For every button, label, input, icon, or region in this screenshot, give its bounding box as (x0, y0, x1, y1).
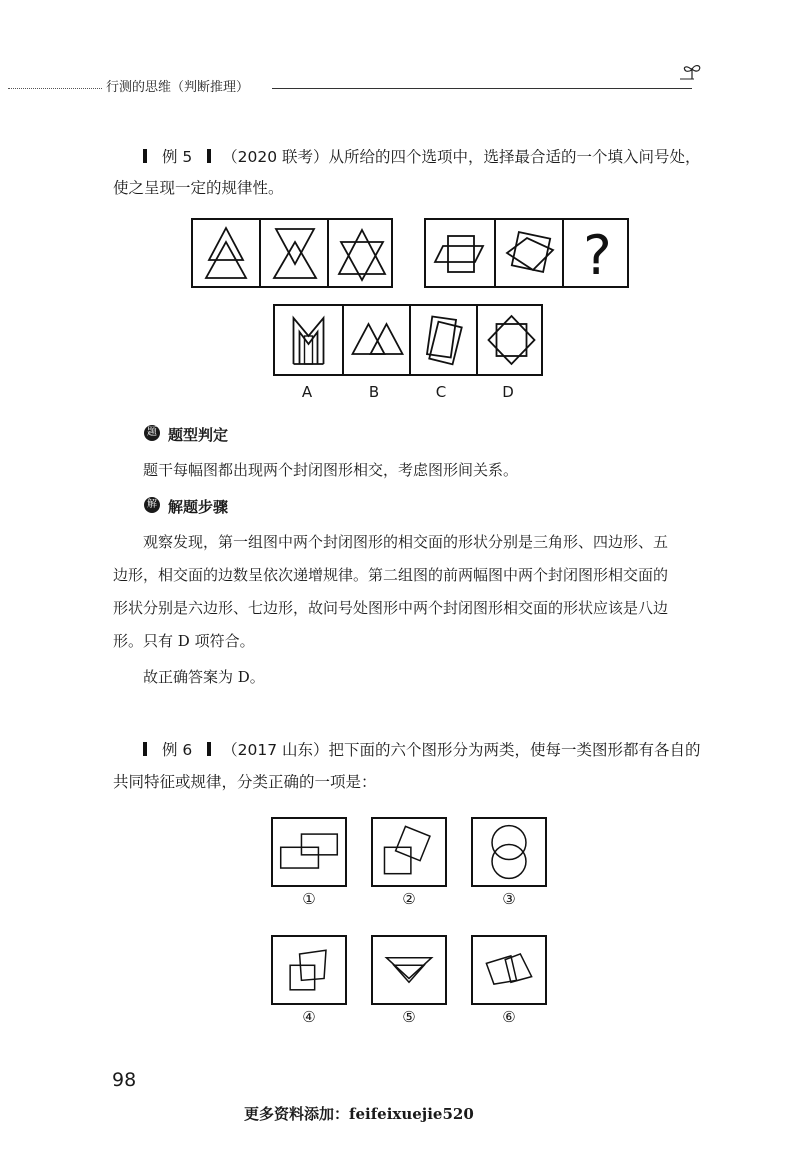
hourglass-figure (261, 220, 329, 286)
example5-heading (143, 147, 701, 167)
option-c-figure (409, 306, 478, 374)
example6-cont: 共同特征或规律，分类正确的一项是： (113, 773, 377, 791)
option-a-shape (275, 306, 342, 374)
figure-number-4: ④ (302, 1008, 316, 1026)
tilted-shapes-figure (473, 937, 545, 1003)
example5-source: （2020 联考）从所给的四个选项中，选择最合适的一个填入问号处， (222, 148, 701, 166)
two-squares-figure (373, 819, 445, 885)
heading-bar (207, 742, 211, 756)
example6-source: （2017 山东）把下面的六个图形分为两类，使每一类图形都有各自的 (222, 741, 701, 759)
puzzle-group-1 (191, 218, 393, 288)
answer-text: 故正确答案为 D。 (143, 668, 265, 686)
option-b-label: B (368, 383, 380, 401)
section1-title: 题型判定 (168, 426, 229, 444)
solution-steps-icon: 解 (144, 497, 160, 513)
question-mark: ? (583, 224, 612, 286)
figure-1 (271, 817, 347, 887)
option-c-label: C (435, 383, 447, 401)
heading-bar (143, 149, 147, 163)
question-mark-figure (564, 220, 631, 286)
section2-line-4: 形。只有 D 项符合。 (113, 632, 255, 650)
options-group (273, 304, 543, 376)
question-type-icon: 题 (144, 425, 160, 441)
figure-6 (471, 935, 547, 1005)
puzzle-cell-1 (193, 220, 259, 286)
example6-label: 例 6 (161, 741, 193, 759)
option-a-figure (275, 306, 342, 374)
section2-title: 解题步骤 (168, 498, 229, 516)
figure-number-5: ⑤ (402, 1008, 416, 1026)
section1-text: 题干每幅图都出现两个封闭图形相交，考虑图形间关系。 (143, 461, 519, 479)
square-rhombus-figure (496, 220, 564, 286)
puzzle-cell-question (562, 220, 631, 286)
figure-number-2: ② (402, 890, 416, 908)
option-b-figure (342, 306, 411, 374)
rectangle-parallelogram-figure (426, 220, 494, 286)
figure-number-6: ⑥ (502, 1008, 516, 1026)
puzzle-cell-2 (259, 220, 329, 286)
header-rule-left (8, 88, 102, 89)
section2-line-3: 形状分别是六边形、七边形，故问号处图形中两个封闭图形相交面的形状应该是八边 (113, 599, 669, 617)
promo-text: 更多资料添加：feifeixuejie520 (244, 1105, 474, 1123)
heading-bar (143, 742, 147, 756)
puzzle-group-2 (424, 218, 629, 288)
leaf-icon (680, 62, 704, 80)
figure-number-1: ① (302, 890, 316, 908)
option-d-shape (478, 306, 545, 374)
puzzle-cell-5 (494, 220, 564, 286)
figure-2 (371, 817, 447, 887)
two-circles-figure (473, 819, 545, 885)
header-title: 行测的思维（判断推理） (106, 80, 250, 95)
header-rule-right (272, 88, 692, 89)
heading-bar (207, 149, 211, 163)
two-triangles-figure (373, 937, 445, 1003)
page-number: 98 (112, 1069, 137, 1091)
option-a-label: A (301, 383, 313, 401)
figure-5 (371, 935, 447, 1005)
example5-label: 例 5 (161, 148, 193, 166)
section2-line-2: 边形，相交面的边数呈依次递增规律。第二组图的前两幅图中两个封闭图形相交面的 (113, 566, 669, 584)
example6-heading (143, 740, 701, 760)
option-c-shape (411, 306, 478, 374)
option-d-figure (476, 306, 545, 374)
example5-cont: 使之呈现一定的规律性。 (113, 179, 284, 197)
overlapping-triangles-figure (193, 220, 259, 286)
rectangle-and-quad-figure (273, 937, 345, 1003)
figure-4 (271, 935, 347, 1005)
figure-3 (471, 817, 547, 887)
puzzle-cell-3 (327, 220, 395, 286)
star-triangles-figure (329, 220, 395, 286)
puzzle-cell-4 (426, 220, 494, 286)
option-d-label: D (502, 383, 514, 401)
option-b-shape (344, 306, 411, 374)
figure-number-3: ③ (502, 890, 516, 908)
two-rectangles-figure (273, 819, 345, 885)
section2-line-1: 观察发现，第一组图中两个封闭图形的相交面的形状分别是三角形、四边形、五 (143, 533, 669, 551)
